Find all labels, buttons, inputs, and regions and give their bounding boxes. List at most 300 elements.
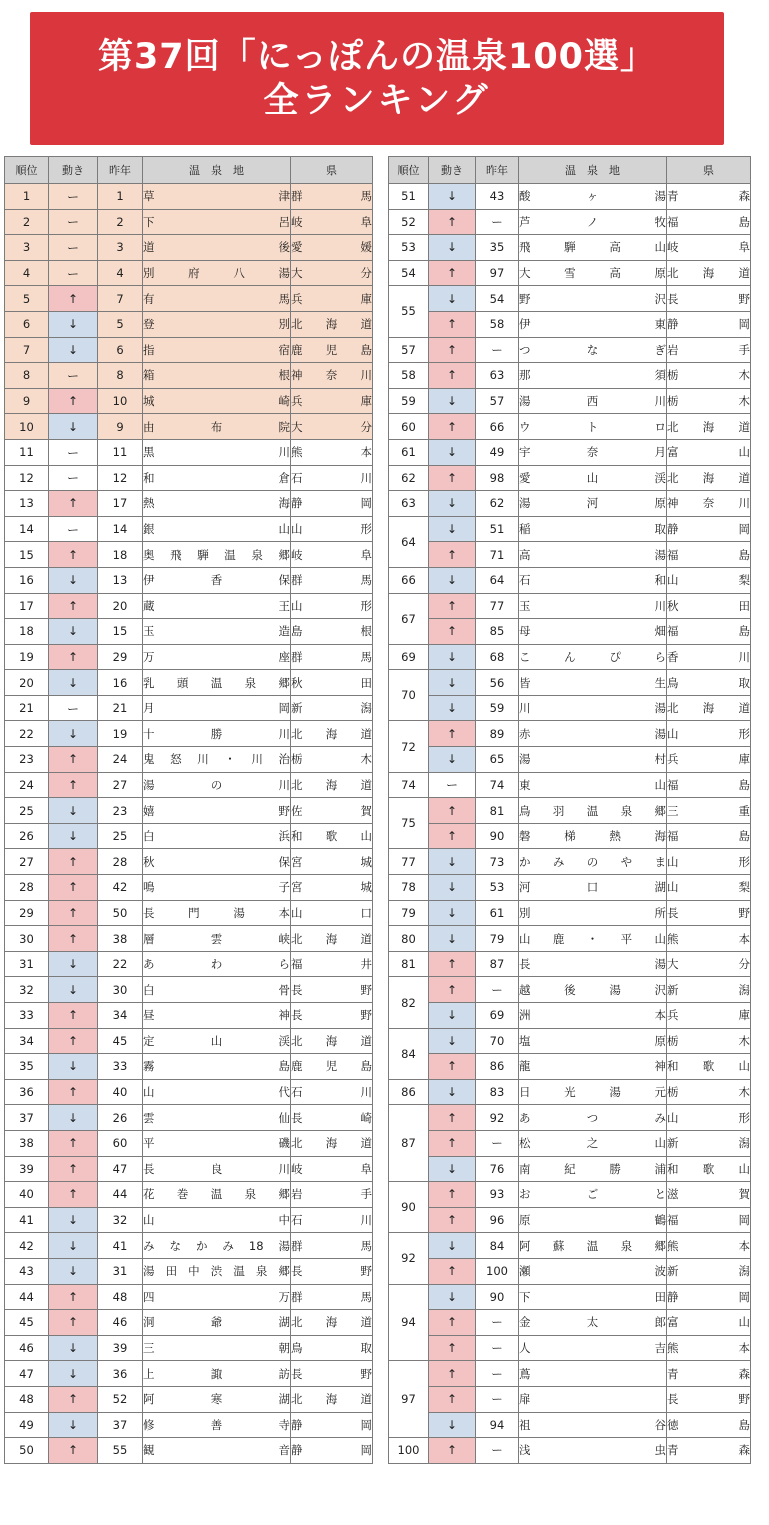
prefecture-cell: 富山	[667, 1310, 751, 1336]
prefecture-cell: 岩手	[667, 337, 751, 363]
last-year-cell: 20	[98, 593, 143, 619]
movement-cell: ↓	[49, 1361, 98, 1387]
table-row	[5, 926, 373, 952]
last-year-cell: 39	[98, 1335, 143, 1361]
onsen-name-cell: 万座	[143, 644, 291, 670]
prefecture-cell: 青森	[667, 184, 751, 210]
table-row	[5, 209, 373, 235]
last-year-cell: 7	[98, 286, 143, 312]
movement-cell: ↑	[49, 1079, 98, 1105]
prefecture-cell: 長野	[291, 1003, 373, 1029]
table-row	[5, 1258, 373, 1284]
movement-cell: ↓	[429, 1412, 476, 1438]
prefecture-cell: 山形	[291, 516, 373, 542]
onsen-name-cell: 野沢	[519, 286, 667, 312]
movement-cell: ↑	[429, 1258, 476, 1284]
table-row	[389, 542, 751, 568]
rank-cell: 7	[5, 337, 49, 363]
onsen-name-cell: 三朝	[143, 1335, 291, 1361]
table-row	[389, 619, 751, 645]
prefecture-cell: 長野	[667, 900, 751, 926]
onsen-name-cell: ウトロ	[519, 414, 667, 440]
table-row	[5, 798, 373, 824]
onsen-name-cell: 阿蘇温泉郷	[519, 1233, 667, 1259]
onsen-name-cell: 塩原	[519, 1028, 667, 1054]
last-year-cell: 90	[476, 1284, 519, 1310]
movement-cell: ↑	[49, 900, 98, 926]
prefecture-cell: 大分	[291, 414, 373, 440]
last-year-cell: 24	[98, 747, 143, 773]
onsen-name-cell: 大雪高原	[519, 260, 667, 286]
table-row	[5, 337, 373, 363]
prefecture-cell: 福岡	[667, 1207, 751, 1233]
header-rank: 順位	[389, 157, 429, 184]
last-year-cell: ー	[476, 1310, 519, 1336]
movement-cell: ↑	[429, 363, 476, 389]
prefecture-cell: 栃木	[667, 1028, 751, 1054]
movement-cell: ↓	[49, 721, 98, 747]
movement-cell: ↓	[49, 798, 98, 824]
onsen-name-cell: 鳥羽温泉郷	[519, 798, 667, 824]
ranking-table-right	[388, 156, 751, 1464]
last-year-cell: ー	[476, 1335, 519, 1361]
table-header-row	[5, 157, 373, 184]
onsen-name-cell: 飛騨高山	[519, 235, 667, 261]
prefecture-cell: 兵庫	[667, 747, 751, 773]
last-year-cell: 60	[98, 1130, 143, 1156]
prefecture-cell: 三重	[667, 798, 751, 824]
onsen-name-cell: 松之山	[519, 1130, 667, 1156]
last-year-cell: ー	[476, 1130, 519, 1156]
header-prefecture: 県	[291, 157, 373, 184]
movement-cell: ↑	[429, 1054, 476, 1080]
last-year-cell: 66	[476, 414, 519, 440]
onsen-name-cell: 長良川	[143, 1156, 291, 1182]
rank-cell: 97	[389, 1361, 429, 1438]
table-row	[5, 542, 373, 568]
table-row	[389, 772, 751, 798]
last-year-cell: 26	[98, 1105, 143, 1131]
rank-cell: 84	[389, 1028, 429, 1079]
table-row	[5, 1028, 373, 1054]
movement-cell: ↓	[429, 567, 476, 593]
prefecture-cell: 福井	[291, 951, 373, 977]
last-year-cell: 41	[98, 1233, 143, 1259]
prefecture-cell: 静岡	[291, 491, 373, 517]
table-row	[5, 1105, 373, 1131]
prefecture-cell: 徳島	[667, 1412, 751, 1438]
onsen-name-cell: 嬉野	[143, 798, 291, 824]
prefecture-cell: 北海道	[291, 721, 373, 747]
table-row	[389, 1130, 751, 1156]
last-year-cell: 49	[476, 439, 519, 465]
rank-cell: 2	[5, 209, 49, 235]
last-year-cell: 17	[98, 491, 143, 517]
movement-cell: ↑	[49, 593, 98, 619]
rank-cell: 16	[5, 567, 49, 593]
last-year-cell: 11	[98, 439, 143, 465]
prefecture-cell: 山梨	[667, 567, 751, 593]
prefecture-cell: 長野	[291, 1258, 373, 1284]
onsen-name-cell: 長湯	[519, 951, 667, 977]
last-year-cell: 44	[98, 1182, 143, 1208]
last-year-cell: 18	[98, 542, 143, 568]
rank-cell: 66	[389, 567, 429, 593]
rank-cell: 77	[389, 849, 429, 875]
onsen-name-cell: 人吉	[519, 1335, 667, 1361]
last-year-cell: ー	[476, 209, 519, 235]
last-year-cell: 63	[476, 363, 519, 389]
movement-cell: ↑	[429, 1335, 476, 1361]
prefecture-cell: 福島	[667, 209, 751, 235]
table-row	[389, 593, 751, 619]
rank-cell: 31	[5, 951, 49, 977]
movement-cell: ↑	[49, 1438, 98, 1464]
rank-cell: 70	[389, 670, 429, 721]
onsen-name-cell: 黒川	[143, 439, 291, 465]
table-row	[389, 1003, 751, 1029]
rank-cell: 15	[5, 542, 49, 568]
prefecture-cell: 新潟	[667, 1258, 751, 1284]
prefecture-cell: 山形	[667, 1105, 751, 1131]
table-row	[389, 209, 751, 235]
table-row	[389, 235, 751, 261]
table-row	[5, 184, 373, 210]
onsen-name-cell: 平磯	[143, 1130, 291, 1156]
movement-cell: ー	[49, 439, 98, 465]
last-year-cell: 64	[476, 567, 519, 593]
prefecture-cell: 北海道	[291, 1028, 373, 1054]
prefecture-cell: 静岡	[291, 1438, 373, 1464]
prefecture-cell: 佐賀	[291, 798, 373, 824]
movement-cell: ↑	[429, 1105, 476, 1131]
last-year-cell: 30	[98, 977, 143, 1003]
onsen-name-cell: 越後湯沢	[519, 977, 667, 1003]
movement-cell: ↑	[49, 1156, 98, 1182]
rank-cell: 44	[5, 1284, 49, 1310]
last-year-cell: 6	[98, 337, 143, 363]
prefecture-cell: 福島	[667, 619, 751, 645]
last-year-cell: 27	[98, 772, 143, 798]
prefecture-cell: 静岡	[667, 1284, 751, 1310]
onsen-name-cell: 南紀勝浦	[519, 1156, 667, 1182]
movement-cell: ↓	[429, 1079, 476, 1105]
rank-cell: 4	[5, 260, 49, 286]
movement-cell: ↓	[49, 823, 98, 849]
onsen-name-cell: 山中	[143, 1207, 291, 1233]
rank-cell: 63	[389, 491, 429, 517]
prefecture-cell: 北海道	[667, 260, 751, 286]
table-row	[389, 516, 751, 542]
onsen-name-cell: 湯河原	[519, 491, 667, 517]
table-row	[389, 1079, 751, 1105]
onsen-name-cell: 宇奈月	[519, 439, 667, 465]
table-row	[5, 1386, 373, 1412]
onsen-name-cell: あわら	[143, 951, 291, 977]
prefecture-cell: 熊本	[667, 926, 751, 952]
table-row	[389, 1438, 751, 1464]
last-year-cell: 79	[476, 926, 519, 952]
onsen-name-cell: 龍神	[519, 1054, 667, 1080]
onsen-name-cell: 湯田中渋温泉郷	[143, 1258, 291, 1284]
movement-cell: ↓	[429, 1233, 476, 1259]
rank-cell: 53	[389, 235, 429, 261]
last-year-cell: 86	[476, 1054, 519, 1080]
prefecture-cell: 静岡	[667, 516, 751, 542]
onsen-name-cell: 修善寺	[143, 1412, 291, 1438]
onsen-name-cell: 草津	[143, 184, 291, 210]
prefecture-cell: 北海道	[667, 414, 751, 440]
onsen-name-cell: 稲取	[519, 516, 667, 542]
table-row	[5, 772, 373, 798]
last-year-cell: 50	[98, 900, 143, 926]
table-row	[5, 516, 373, 542]
rank-cell: 12	[5, 465, 49, 491]
prefecture-cell: 長野	[667, 1386, 751, 1412]
table-row	[389, 875, 751, 901]
onsen-name-cell: 長門湯本	[143, 900, 291, 926]
ranking-table-left	[4, 156, 373, 1464]
onsen-name-cell: 熱海	[143, 491, 291, 517]
onsen-name-cell: かみのやま	[519, 849, 667, 875]
table-row	[389, 823, 751, 849]
prefecture-cell: 富山	[667, 439, 751, 465]
onsen-name-cell: 玉川	[519, 593, 667, 619]
header-onsen: 温 泉 地	[143, 157, 291, 184]
table-row	[389, 849, 751, 875]
movement-cell: ↓	[49, 1412, 98, 1438]
table-row	[389, 670, 751, 696]
onsen-name-cell: 乳頭温泉郷	[143, 670, 291, 696]
rank-cell: 61	[389, 439, 429, 465]
movement-cell: ↓	[429, 1003, 476, 1029]
onsen-name-cell: 鬼怒川・川治	[143, 747, 291, 773]
table-row	[389, 951, 751, 977]
movement-cell: ↓	[429, 184, 476, 210]
prefecture-cell: 石川	[291, 1207, 373, 1233]
last-year-cell: 59	[476, 695, 519, 721]
rank-cell: 22	[5, 721, 49, 747]
last-year-cell: 9	[98, 414, 143, 440]
prefecture-cell: 鹿児島	[291, 337, 373, 363]
onsen-name-cell: 原鶴	[519, 1207, 667, 1233]
prefecture-cell: 栃木	[667, 388, 751, 414]
onsen-name-cell: 祖谷	[519, 1412, 667, 1438]
last-year-cell: 98	[476, 465, 519, 491]
movement-cell: ↑	[429, 951, 476, 977]
prefecture-cell: 大分	[291, 260, 373, 286]
table-row	[5, 465, 373, 491]
onsen-name-cell: 花巻温泉郷	[143, 1182, 291, 1208]
last-year-cell: 51	[476, 516, 519, 542]
movement-cell: ↑	[429, 619, 476, 645]
table-row	[389, 798, 751, 824]
prefecture-cell: 大分	[667, 951, 751, 977]
onsen-name-cell: 白浜	[143, 823, 291, 849]
table-row	[5, 644, 373, 670]
header-last-year: 昨年	[476, 157, 519, 184]
onsen-name-cell: 雲仙	[143, 1105, 291, 1131]
prefecture-cell: 岐阜	[291, 1156, 373, 1182]
movement-cell: ↓	[429, 747, 476, 773]
movement-cell: ↓	[49, 670, 98, 696]
table-row	[5, 286, 373, 312]
table-row	[5, 260, 373, 286]
prefecture-cell: 熊本	[667, 1233, 751, 1259]
onsen-name-cell: 層雲峡	[143, 926, 291, 952]
movement-cell: ↓	[429, 388, 476, 414]
onsen-name-cell: こんぴら	[519, 644, 667, 670]
prefecture-cell: 北海道	[291, 926, 373, 952]
rank-cell: 43	[5, 1258, 49, 1284]
rank-cell: 39	[5, 1156, 49, 1182]
last-year-cell: 10	[98, 388, 143, 414]
table-row	[5, 439, 373, 465]
last-year-cell: ー	[476, 1386, 519, 1412]
table-row	[389, 1233, 751, 1259]
table-row	[389, 977, 751, 1003]
last-year-cell: 32	[98, 1207, 143, 1233]
prefecture-cell: 和歌山	[667, 1054, 751, 1080]
movement-cell: ↓	[429, 1284, 476, 1310]
prefecture-cell: 群馬	[291, 184, 373, 210]
onsen-name-cell: 四万	[143, 1284, 291, 1310]
rank-cell: 46	[5, 1335, 49, 1361]
last-year-cell: 38	[98, 926, 143, 952]
prefecture-cell: 山梨	[667, 875, 751, 901]
rank-cell: 79	[389, 900, 429, 926]
movement-cell: ↑	[49, 388, 98, 414]
onsen-name-cell: 赤湯	[519, 721, 667, 747]
last-year-cell: 54	[476, 286, 519, 312]
table-row	[389, 695, 751, 721]
prefecture-cell: 熊本	[291, 439, 373, 465]
title-line-1: 第37回「にっぽんの温泉100選」	[97, 36, 657, 77]
last-year-cell: ー	[476, 1361, 519, 1387]
table-row	[389, 747, 751, 773]
last-year-cell: 96	[476, 1207, 519, 1233]
rank-cell: 72	[389, 721, 429, 772]
onsen-name-cell: 秋保	[143, 849, 291, 875]
table-row	[389, 1028, 751, 1054]
movement-cell: ↑	[429, 1386, 476, 1412]
onsen-name-cell: 蔵王	[143, 593, 291, 619]
table-row	[5, 619, 373, 645]
onsen-name-cell: 奥飛騨温泉郷	[143, 542, 291, 568]
last-year-cell: 1	[98, 184, 143, 210]
table-row	[389, 414, 751, 440]
table-row	[5, 695, 373, 721]
onsen-name-cell: おごと	[519, 1182, 667, 1208]
prefecture-cell: 新潟	[667, 977, 751, 1003]
last-year-cell: 89	[476, 721, 519, 747]
onsen-name-cell: 月岡	[143, 695, 291, 721]
prefecture-cell: 青森	[667, 1361, 751, 1387]
onsen-name-cell: 湯西川	[519, 388, 667, 414]
prefecture-cell: 新潟	[667, 1130, 751, 1156]
rank-cell: 17	[5, 593, 49, 619]
movement-cell: ↓	[429, 695, 476, 721]
rank-cell: 80	[389, 926, 429, 952]
onsen-name-cell: 河口湖	[519, 875, 667, 901]
rank-cell: 6	[5, 311, 49, 337]
rank-cell: 82	[389, 977, 429, 1028]
last-year-cell: 25	[98, 823, 143, 849]
onsen-name-cell: 下呂	[143, 209, 291, 235]
table-row	[5, 1182, 373, 1208]
rank-cell: 100	[389, 1438, 429, 1464]
prefecture-cell: 岐阜	[291, 542, 373, 568]
rank-cell: 25	[5, 798, 49, 824]
rank-cell: 38	[5, 1130, 49, 1156]
prefecture-cell: 和歌山	[667, 1156, 751, 1182]
prefecture-cell: 秋田	[667, 593, 751, 619]
last-year-cell: 37	[98, 1412, 143, 1438]
rank-cell: 35	[5, 1054, 49, 1080]
last-year-cell: 61	[476, 900, 519, 926]
last-year-cell: 46	[98, 1310, 143, 1336]
table-row	[389, 900, 751, 926]
onsen-name-cell: 由布院	[143, 414, 291, 440]
last-year-cell: 3	[98, 235, 143, 261]
onsen-name-cell: 玉造	[143, 619, 291, 645]
last-year-cell: 93	[476, 1182, 519, 1208]
prefecture-cell: 長野	[667, 286, 751, 312]
last-year-cell: 53	[476, 875, 519, 901]
movement-cell: ー	[49, 260, 98, 286]
prefecture-cell: 群馬	[291, 644, 373, 670]
last-year-cell: 85	[476, 619, 519, 645]
rank-cell: 55	[389, 286, 429, 337]
movement-cell: ↑	[429, 465, 476, 491]
rank-cell: 57	[389, 337, 429, 363]
prefecture-cell: 静岡	[667, 311, 751, 337]
last-year-cell: 19	[98, 721, 143, 747]
last-year-cell: 36	[98, 1361, 143, 1387]
last-year-cell: 76	[476, 1156, 519, 1182]
table-row	[5, 1130, 373, 1156]
onsen-name-cell: 観音	[143, 1438, 291, 1464]
onsen-name-cell: 東山	[519, 772, 667, 798]
onsen-name-cell: 洲本	[519, 1003, 667, 1029]
last-year-cell: 33	[98, 1054, 143, 1080]
header-onsen: 温 泉 地	[519, 157, 667, 184]
rank-cell: 40	[5, 1182, 49, 1208]
onsen-name-cell: 白骨	[143, 977, 291, 1003]
last-year-cell: 62	[476, 491, 519, 517]
movement-cell: ↓	[429, 849, 476, 875]
movement-cell: ↑	[49, 1284, 98, 1310]
rank-cell: 8	[5, 363, 49, 389]
last-year-cell: 84	[476, 1233, 519, 1259]
table-row	[389, 1054, 751, 1080]
table-row	[5, 593, 373, 619]
prefecture-cell: 和歌山	[291, 823, 373, 849]
rank-cell: 30	[5, 926, 49, 952]
prefecture-cell: 神奈川	[667, 491, 751, 517]
rank-cell: 92	[389, 1233, 429, 1284]
table-row	[389, 1310, 751, 1336]
rank-cell: 48	[5, 1386, 49, 1412]
rank-cell: 28	[5, 875, 49, 901]
table-row	[5, 1310, 373, 1336]
rank-cell: 21	[5, 695, 49, 721]
onsen-name-cell: 別府八湯	[143, 260, 291, 286]
movement-cell: ↓	[429, 286, 476, 312]
movement-cell: ↓	[429, 1028, 476, 1054]
onsen-name-cell: 昼神	[143, 1003, 291, 1029]
rank-cell: 52	[389, 209, 429, 235]
